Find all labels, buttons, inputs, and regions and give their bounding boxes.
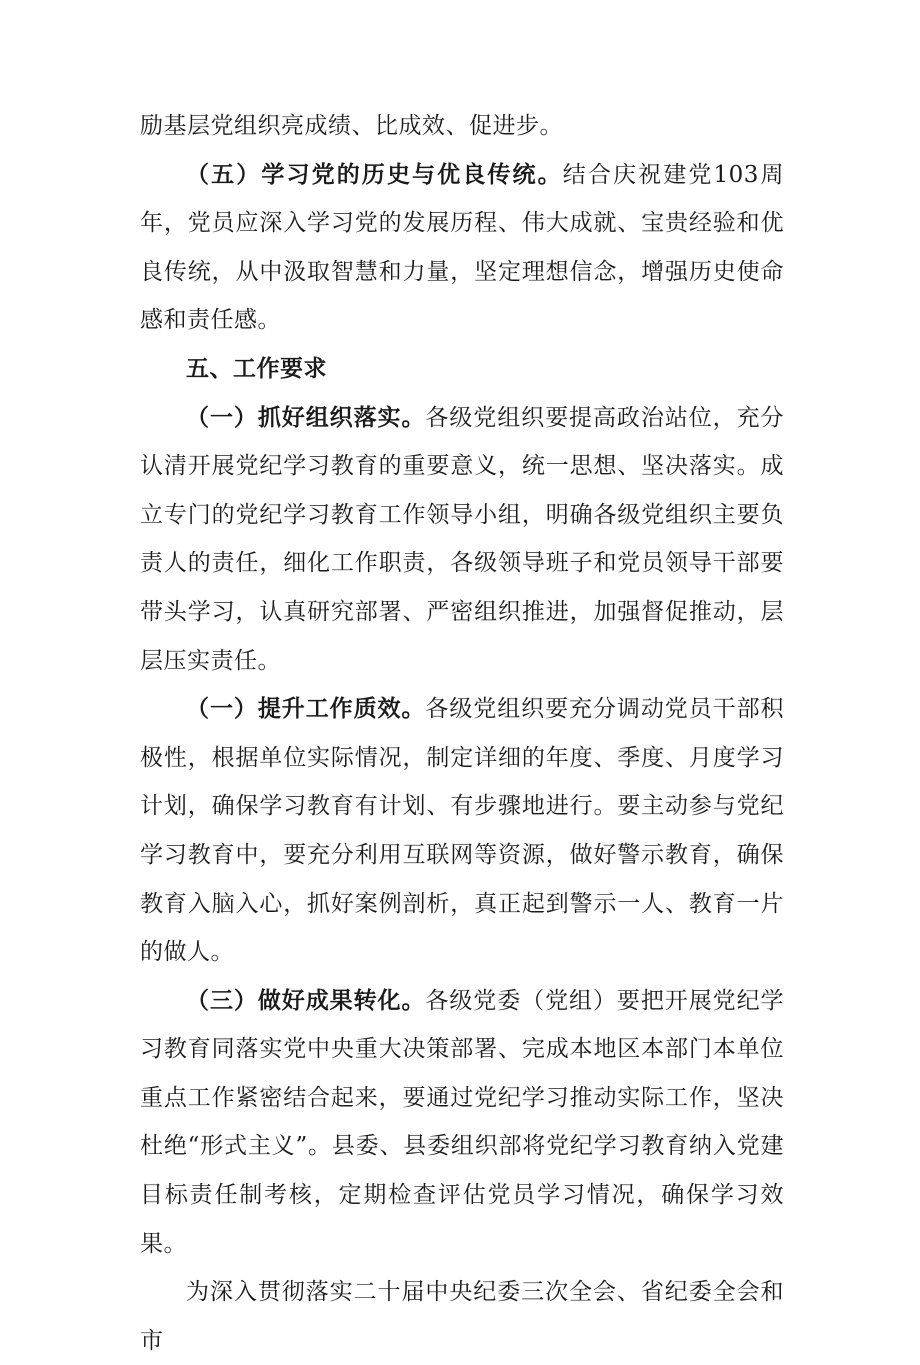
paragraph-final: [140, 1268, 784, 1365]
paragraph-text: 各级党组织要提高政治站位，充分认清开展党纪学习教育的重要意义，统一思想、坚决落实。成立专门的党纪学习教育工作领导小组，明确各级党组织主要负责人的责任，细化工作职责，各级领导班子和党员领导干部要带头学习，认真研究部署、严密组织推进，加强督促推动，层层压实责任。: [140, 404, 784, 674]
paragraph-lead: （一）提升工作质效。: [186, 696, 426, 723]
paragraph-lead: （五）学习党的历史与优良传统。: [186, 161, 563, 188]
document-body: [140, 102, 784, 1365]
paragraph-text: 各级党委（党组）要把开展党纪学习教育同落实党中央重大决策部署、完成本地区本部门本单位重点工作紧密结合起来，要通过党纪学习推动实际工作，坚决杜绝“形式主义”。县委、县委组织部将党纪学习教育纳入党建目标责任制考核，定期检查评估党员学习情况，确保学习效果。: [140, 987, 784, 1257]
paragraph-results: [140, 977, 784, 1269]
paragraph-lead: （三）做好成果转化。: [186, 987, 426, 1014]
paragraph-text: 结合庆祝建党103周年，党员应深入学习党的发展历程、伟大成就、宝贵经验和优良传统，从中汲取智慧和力量，坚定理想信念，增强历史使命感和责任感。: [140, 161, 785, 334]
section-heading: 五、工作要求: [186, 355, 327, 382]
paragraph-text: 励基层党组织亮成绩、比成效、促进步。: [140, 113, 563, 139]
paragraph-quality: [140, 685, 784, 977]
paragraph-text: 各级党组织要充分调动党员干部积极性，根据单位实际情况，制定详细的年度、季度、月度学习计划，确保学习教育有计划、有步骤地进行。要主动参与党纪学习教育中，要充分利用互联网等资源，做好警示教育，确保教育入脑入心，抓好案例剖析，真正起到警示一人、教育一片的做人。: [140, 696, 784, 966]
paragraph-organization: [140, 394, 784, 686]
paragraph-continuation: [140, 102, 784, 151]
paragraph-lead: （一）抓好组织落实。: [186, 404, 426, 431]
paragraph-text: 为深入贯彻落实二十届中央纪委三次全会、省纪委全会和市: [140, 1279, 784, 1354]
paragraph-history: [140, 151, 784, 345]
